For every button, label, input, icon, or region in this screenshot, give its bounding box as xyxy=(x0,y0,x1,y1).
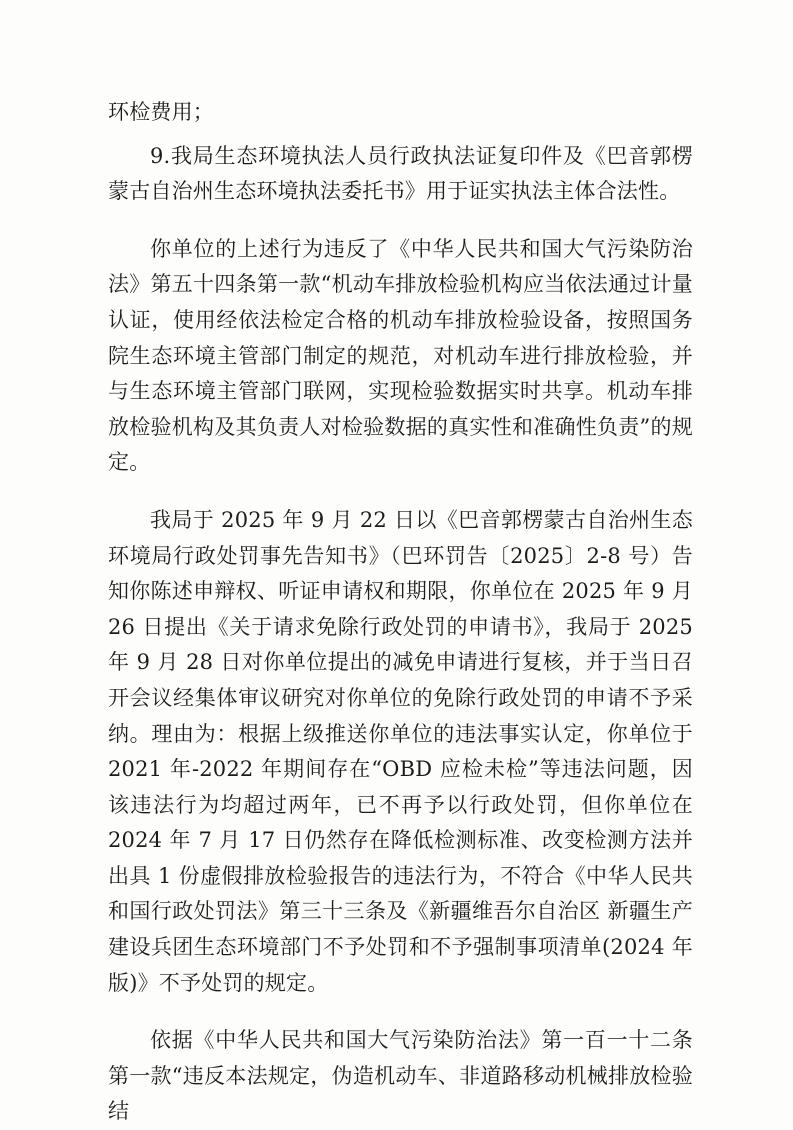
paragraph-fee-continuation: 环检费用； xyxy=(108,100,214,124)
paragraph-violation: 你单位的上述行为违反了《中华人民共和国大气污染防治法》第五十四条第一款“机动车排放检验机构应当依法通过计量认证，使用经依法检定合格的机动车排放检验设备，按照国务院生态环境主管部门制定的规范，对机动车进行排放检验，并与生态环境主管部门联网，实现检验数据实时共享。机动车排放检验机构及其负责人对检验数据的真实性和准确性负责”的规定。 xyxy=(108,236,693,475)
paragraph-evidence-item-9: 9.我局生态环境执法人员行政执法证复印件及《巴音郭楞蒙古自治州生态环境执法委托书》用于证实执法主体合法性。 xyxy=(108,143,693,204)
paragraph-basis: 依据《中华人民共和国大气污染防治法》第一百一十二条第一款“违反本法规定，伪造机动车、非道路移动机械排放检验结 xyxy=(108,1028,693,1124)
paragraph-review: 我局于 2025 年 9 月 22 日以《巴音郭楞蒙古自治州生态环境局行政处罚事先告知书》（巴环罚告〔2025〕2-8 号）告知你陈述申辩权、听证申请权和期限，你单位在 2025 年 9 月 26 日提出《关于请求免除行政处罚的申请书》，我局于 2025 年 9 月 28 日对你单位提出的减免申请进行复核，并于当日召开会议经集体审议研究对你单位的免除行政处罚的申请不予采纳。理由为：根据上级推送你单位的违法事实认定，你单位于 2021 年-2022 年期间存在“OBD 应检未检”等违法问题，因该违法行为均超过两年，已不再予以行政处罚，但你单位在 2024 年 7 月 17 日仍然存在降低检测标准、改变检测方法并出具 1 份虚假排放检验报告的违法行为，不符合《中华人民共和国行政处罚法》第三十三条及《新疆维吾尔自治区 新疆生产建设兵团生态环境部门不予处罚和不予强制事项清单(2024 年版)》不予处罚的规定。 xyxy=(108,507,693,995)
